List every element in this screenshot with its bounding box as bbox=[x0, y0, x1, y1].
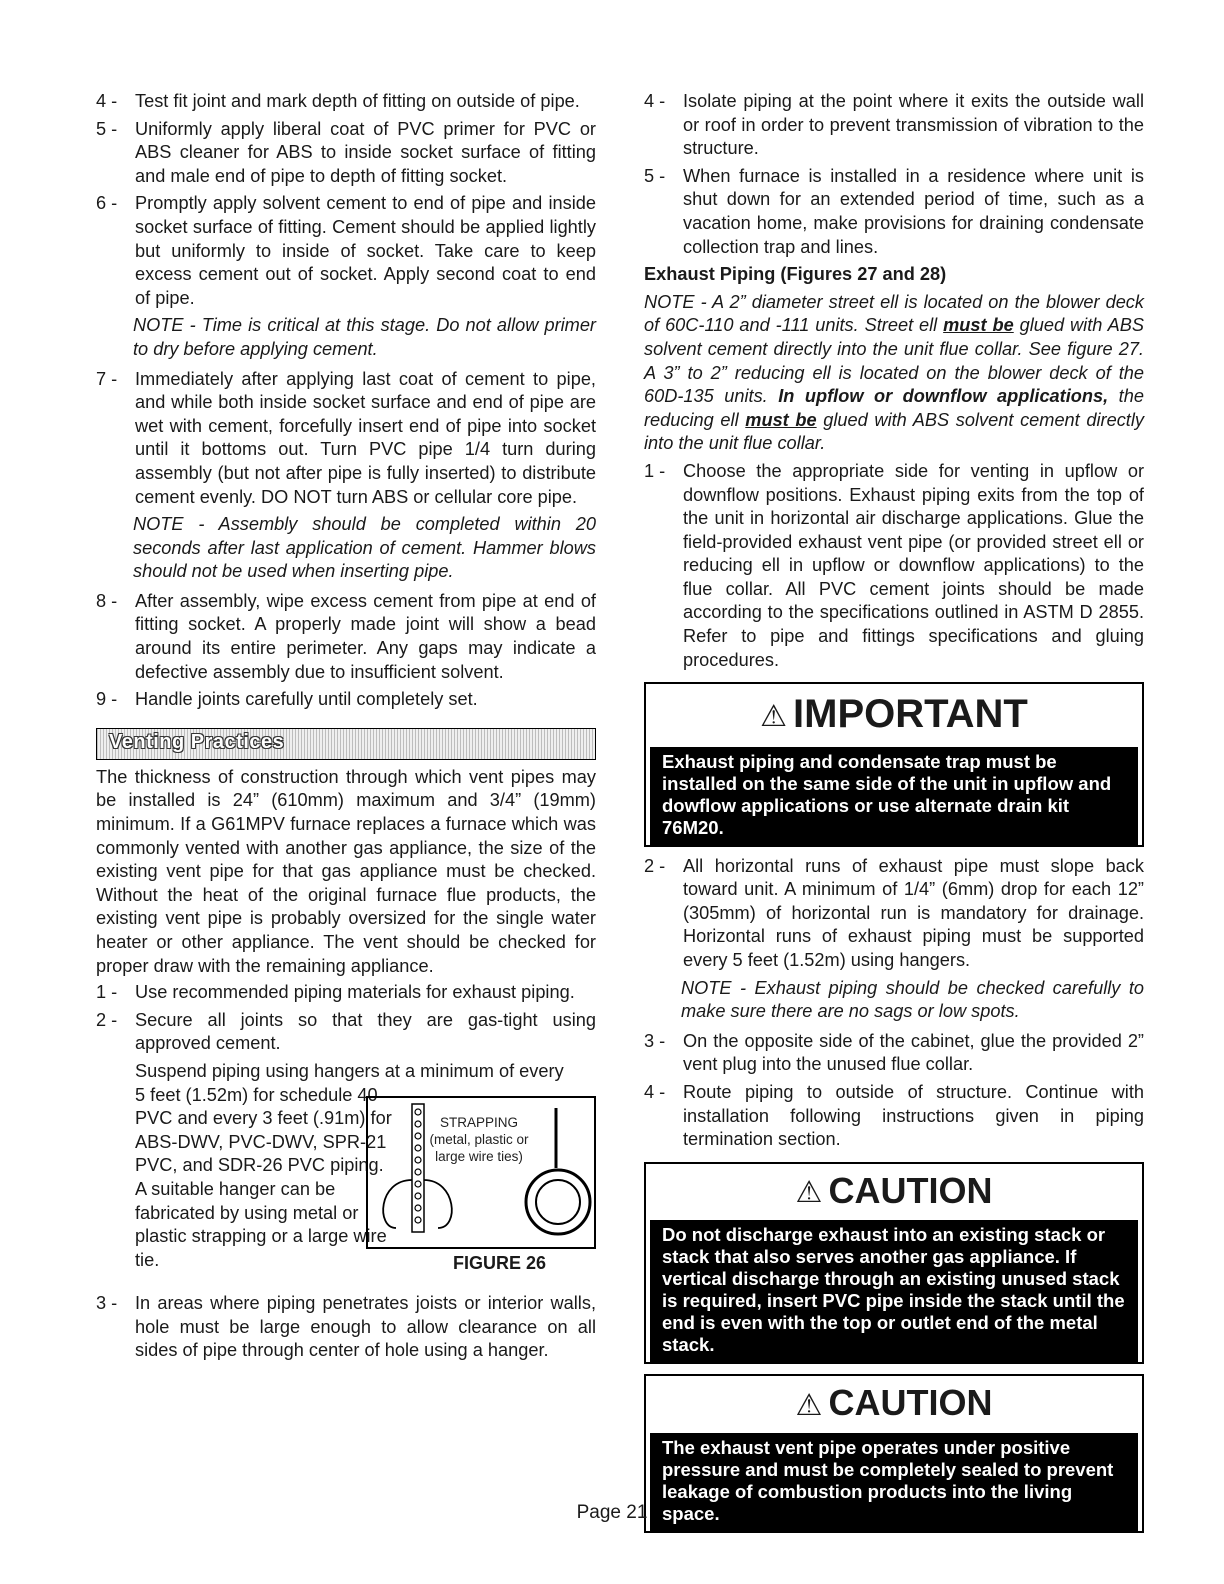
list-item: 2 - All horizontal runs of exhaust pipe must slope back toward unit. A minimum of 1/4” (6mm) drop for each 12” (305mm) of horizontal run is mandatory for drainage. Horizontal runs of exhaust piping must be supported every 5 feet (1.52m) using hangers. bbox=[644, 855, 1144, 971]
list-item: 1 - Choose the appropriate side for venting in upflow or downflow positions. Exhaust piping exits from the top of the unit in horizontal air discharge applications. Glue the field-provided exhaust vent pipe (or provided street ell or reducing ell in upflow or downflow applications) to the flue collar. All PVC cement joints should be made according to the specifications outlined in ASTM D 2855. Refer to pipe and fittings specifications and gluing procedures. bbox=[644, 460, 1144, 670]
list-item: 4 - Test fit joint and mark depth of fitting on outside of pipe. bbox=[96, 91, 580, 111]
caution-title: ⚠ CAUTION bbox=[795, 1382, 993, 1424]
figure-label: FIGURE 26 bbox=[452, 1252, 546, 1273]
note-sags: NOTE - Exhaust piping should be checked carefully to make sure there are no sags or low spots. bbox=[681, 977, 1144, 1022]
list-item: 3 - On the opposite side of the cabinet, glue the provided 2” vent plug into the unused flue collar. bbox=[644, 1030, 1144, 1075]
warning-triangle-icon: ⚠ bbox=[795, 1388, 823, 1422]
venting-paragraph: The thickness of construction through which vent pipes may be installed is 24” (610mm) maximum and 3/4” (19mm) minimum. If a G61MPV furnace replaces a furnace which was commonly vented with another gas appliance, the size of the existing vent pipe for that gas appliance must be checked. Without the heat of the original furnace flue products, the existing vent pipe is probably oversized for the single water heater or other appliance. The vent should be checked for proper draw with the remaining appliance. bbox=[96, 766, 596, 976]
suspend-wrap-text: 5 feet (1.52m) for schedule 40 PVC and every 3 feet (.91m) for ABS-DWV, PVC-DWV, SPR-21 PVC, and SDR-26 PVC piping. A suitable hanger can be fabricated by using metal or plastic strapping or a large wire tie. bbox=[135, 1084, 392, 1270]
list-item: 5 - Uniformly apply liberal coat of PVC primer for PVC or ABS cleaner for ABS to inside socket surface of fitting and male end of pipe to depth of fitting socket. bbox=[96, 118, 596, 186]
note-time-critical: NOTE - Time is critical at this stage. Do not allow primer to dry before applying cement. bbox=[133, 315, 596, 359]
important-title: ⚠ IMPORTANT bbox=[760, 692, 1028, 737]
caution-body: The exhaust vent pipe operates under positive pressure and must be completely sealed to prevent leakage of combustion products into the living space. bbox=[650, 1433, 1138, 1531]
list-item: 4 - Route piping to outside of structure. Continue with installation following instructions given in piping termination section. bbox=[644, 1082, 1144, 1150]
suspend-block bbox=[96, 1060, 596, 1292]
list-item: 6 - Promptly apply solvent cement to end of pipe and inside socket surface of fitting. Cement should be applied lightly but uniformly to inside of socket. Take care to keep excess cement out of socket. Apply second coat to end of pipe. bbox=[96, 193, 596, 308]
list-item: 8 - After assembly, wipe excess cement from pipe at end of fitting socket. A properly made joint will show a bead around its entire perimeter. Any gaps may indicate a defective assembly due to insufficient solvent. bbox=[96, 590, 596, 682]
exhaust-note: NOTE - A 2” diameter street ell is located on the blower deck of 60C-110 and -111 units. Street ell must be glued with ABS solvent cement directly into the unit flue collar. See figure 27. A 3” to 2” reducing ell is located on the blower deck of the 60D-135 units. In upflow or downflow applications, the reducing ell must be glued with ABS solvent cement directly into the unit flue collar. bbox=[644, 291, 1145, 454]
list-item: 9 - Handle joints carefully until completely set. bbox=[96, 689, 478, 710]
list-item: 1 - Use recommended piping materials for exhaust piping. bbox=[96, 982, 575, 1003]
note-assembly: NOTE - Assembly should be completed within 20 seconds after last application of cement. Hammer blows should not be used when inserting pipe. bbox=[133, 514, 596, 582]
caution-box-1 bbox=[644, 1162, 1144, 1364]
important-box bbox=[644, 682, 1144, 846]
list-item: 5 - When furnace is installed in a residence where unit is shut down for an extended period of time, such as a vacation home, make provisions for draining condensate collection trap and lines. bbox=[644, 165, 1144, 257]
list-item: 4 - Isolate piping at the point where it exits the outside wall or roof in order to prevent transmission of vibration to the structure. bbox=[644, 91, 1144, 159]
important-body: Exhaust piping and condensate trap must be installed on the same side of the unit in upflow and dowflow applications or use alternate drain kit 76M20. bbox=[650, 747, 1138, 845]
caution-title: ⚠ CAUTION bbox=[795, 1169, 993, 1211]
list-item: 2 - Secure all joints so that they are gas-tight using approved cement. bbox=[96, 1009, 596, 1054]
warning-triangle-icon: ⚠ bbox=[795, 1176, 823, 1210]
suspend-line: Suspend piping using hangers at a minimum of every bbox=[135, 1060, 564, 1081]
warning-triangle-icon: ⚠ bbox=[760, 699, 788, 733]
figure-caption: STRAPPING (metal, plastic or large wire ties) bbox=[429, 1114, 529, 1164]
list-item: 3 - In areas where piping penetrates joists or interior walls, hole must be large enough to allow clearance on all sides of pipe through center of hole using a hanger. bbox=[96, 1292, 596, 1361]
right-column bbox=[644, 90, 1144, 1541]
left-column bbox=[96, 90, 596, 1367]
page-number: Page 21 bbox=[576, 1502, 648, 1523]
caution-body: Do not discharge exhaust into an existing stack or stack that also serves another gas appliance. If vertical discharge through an existing unused stack is required, insert PVC pipe inside the stack until the end is even with the top or outlet end of the metal stack. bbox=[650, 1220, 1138, 1362]
section-banner-venting: Venting Practices bbox=[96, 728, 596, 760]
figure-26 bbox=[366, 1096, 596, 1249]
list-item: 7 - Immediately after applying last coat of cement to pipe, and while both inside socket surface and end of pipe are wet with cement, forcefully insert end of pipe into socket until it bottoms out. Turn PVC pipe 1/4 turn during assembly (but not after pipe is fully inserted) to distribute cement evenly. DO NOT turn ABS or cellular core pipe. bbox=[96, 368, 596, 507]
exhaust-piping-heading: Exhaust Piping (Figures 27 and 28) bbox=[644, 264, 947, 285]
